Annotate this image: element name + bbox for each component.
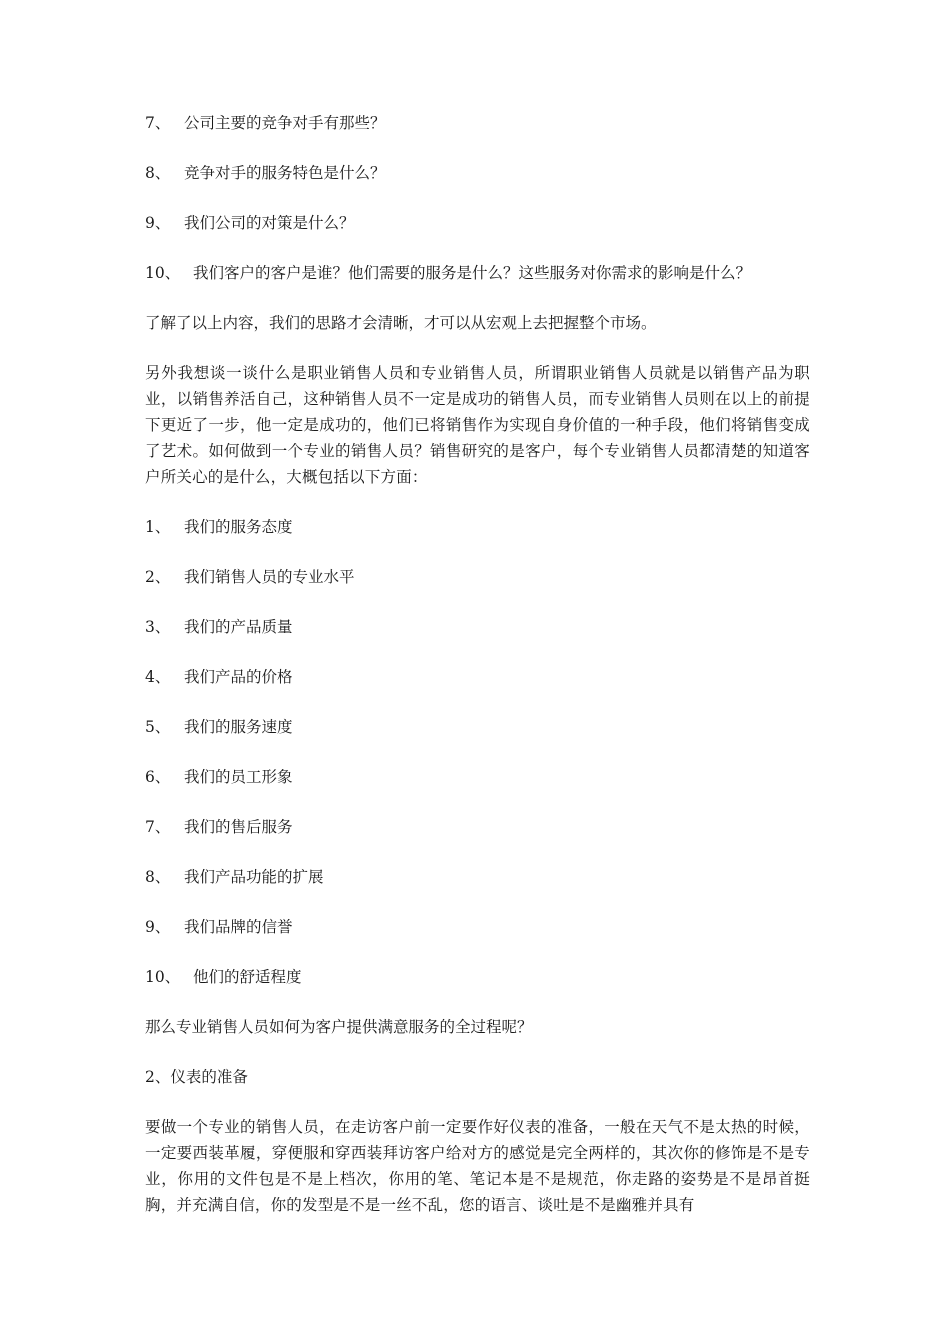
- list-number: 9、: [145, 918, 171, 936]
- list-item: [145, 864, 810, 890]
- intro-paragraph: 另外我想谈一谈什么是职业销售人员和专业销售人员，所谓职业销售人员就是以销售产品为职业，以销售养活自己，这种销售人员不一定是成功的销售人员，而专业销售人员则在以上的前提下更近了一步，他一定是成功的，他们已将销售作为实现自身价值的一种手段，他们将销售变成了艺术。如何做到一个专业的销售人员？销售研究的是客户，每个专业销售人员都清楚的知道客户所关心的是什么，大概包括以下方面：: [145, 364, 810, 486]
- list-number: 5、: [145, 718, 171, 736]
- list-number: 6、: [145, 768, 171, 786]
- list-item: [145, 210, 810, 236]
- list-text: 竞争对手的服务特色是什么？: [183, 164, 386, 182]
- list-text: 他们的舒适程度: [192, 968, 302, 986]
- list-text: 我们的服务态度: [183, 518, 293, 536]
- list-item: [145, 564, 810, 590]
- list-item: [145, 814, 810, 840]
- list-number: 8、: [145, 164, 171, 182]
- list-item: [145, 110, 810, 136]
- list-text: 我们的售后服务: [183, 818, 293, 836]
- list-text: 我们的员工形象: [183, 768, 293, 786]
- list-item: [145, 764, 810, 790]
- list-text: 我们销售人员的专业水平: [183, 568, 355, 586]
- list-text: 我们产品功能的扩展: [183, 868, 324, 886]
- closing-paragraph: 要做一个专业的销售人员，在走访客户前一定要作好仪表的准备，一般在天气不是太热的时候，一定要西装革履，穿便服和穿西装拜访客户给对方的感觉是完全两样的，其次你的修饰是不是专业，你用的文件包是不是上档次，你用的笔、笔记本是不是规范，你走路的姿势是不是昂首挺胸，并充满自信，你的发型是不是一丝不乱，您的语言、谈吐是不是幽雅并具有: [145, 1118, 810, 1214]
- list-number: 1、: [145, 518, 171, 536]
- section-heading: 2、仪表的准备: [145, 1068, 248, 1086]
- list-text: 公司主要的竞争对手有那些？: [183, 114, 386, 132]
- list-number: 10、: [145, 968, 181, 986]
- list-number: 9、: [145, 214, 171, 232]
- list-number: 7、: [145, 818, 171, 836]
- list-item: [145, 614, 810, 640]
- list-item: [145, 514, 810, 540]
- list-text: 我们的产品质量: [183, 618, 293, 636]
- list-item: [145, 664, 810, 690]
- list-text: 我们公司的对策是什么？: [183, 214, 355, 232]
- list-item: [145, 964, 810, 990]
- list-text: 我们产品的价格: [183, 668, 293, 686]
- list-item: [145, 914, 810, 940]
- list-number: 7、: [145, 114, 171, 132]
- list-text: 我们品牌的信誉: [183, 918, 293, 936]
- list-item: [145, 260, 810, 286]
- document-page: [145, 110, 810, 1242]
- list-item: [145, 714, 810, 740]
- list-number: 3、: [145, 618, 171, 636]
- question-text: 那么专业销售人员如何为客户提供满意服务的全过程呢？: [145, 1018, 533, 1036]
- list-item: [145, 160, 810, 186]
- list-number: 2、: [145, 568, 171, 586]
- list-number: 8、: [145, 868, 171, 886]
- list-number: 4、: [145, 668, 171, 686]
- list-text: 我们的服务速度: [183, 718, 293, 736]
- list-number: 10、: [145, 264, 181, 282]
- summary-text: 了解了以上内容，我们的思路才会清晰，才可以从宏观上去把握整个市场。: [145, 314, 657, 332]
- list-text: 我们客户的客户是谁？他们需要的服务是什么？这些服务对你需求的影响是什么？: [192, 264, 751, 282]
